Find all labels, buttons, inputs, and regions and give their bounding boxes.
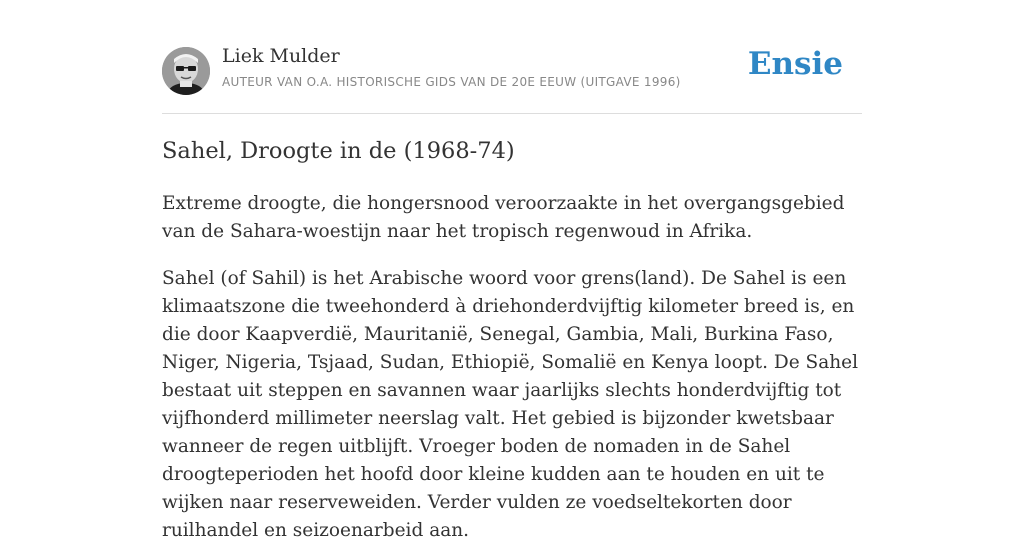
- author-subtitle: AUTEUR VAN O.A. HISTORISCHE GIDS VAN DE 20E EEUW (UITGAVE 1996): [222, 75, 681, 89]
- article-title: Sahel, Droogte in de (1968-74): [162, 138, 515, 164]
- author-name[interactable]: Liek Mulder: [222, 45, 340, 67]
- person-portrait-icon: [162, 47, 210, 95]
- article-intro: Extreme droogte, die hongersnood veroorzaakte in het overgangsgebied van de Sahara-woestijn naar het tropisch regenwoud in Afrika.: [162, 193, 845, 242]
- author-avatar[interactable]: [162, 47, 210, 95]
- author-header: [162, 0, 862, 114]
- ensie-logo[interactable]: Ensie: [747, 46, 843, 82]
- article-page: [162, 0, 862, 541]
- article-body: Sahel (of Sahil) is het Arabische woord voor grens(land). De Sahel is een klimaatszone die tweehonderd à driehonderdvijftig kilometer breed is, en die door Kaapverdië, Mauritanië, Senegal, Gambia, Mali, Burkina Faso, Niger, Nigeria, Tsjaad, Sudan, Ethiopië, Somalië en Kenya loopt. De Sahel bestaat uit steppen en savannen waar jaarlijks slechts honderdvijftig tot vijfhonderd millimeter neerslag valt. Het gebied is bijzonder kwetsbaar wanneer de regen uitblijft. Vroeger boden de nomaden in de Sahel droogteperioden het hoofd door kleine kudden aan te houden en uit te wijken naar reserveweiden. Verder vulden ze voedseltekorten door ruilhandel en seizoenarbeid aan.: [162, 268, 859, 541]
